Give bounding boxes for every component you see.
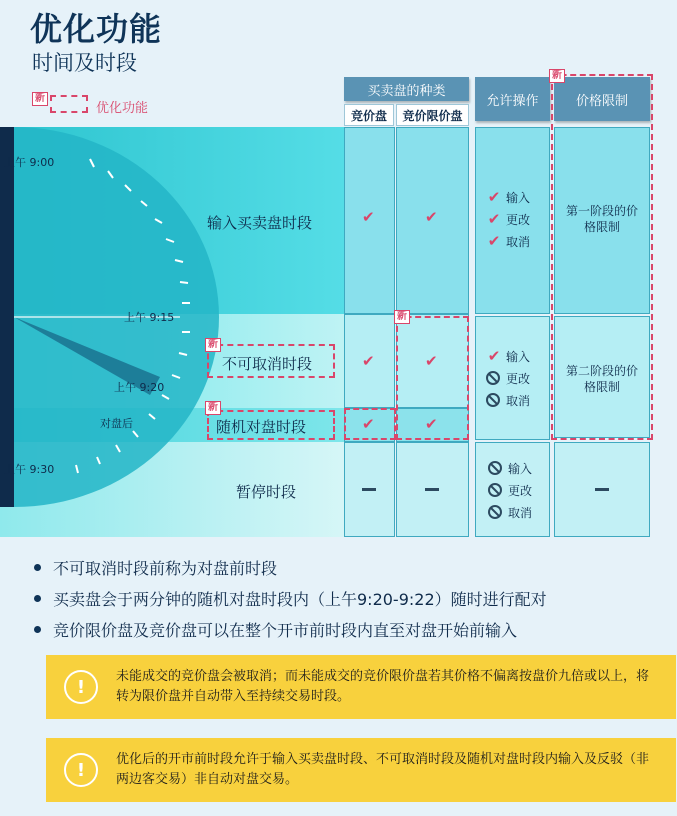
op-row: [486, 345, 530, 367]
row-label-pause: 暂停时段: [236, 483, 297, 501]
prohibited-icon: [488, 505, 502, 519]
op-label: 取消: [506, 393, 531, 408]
row-label-random: 随机对盘时段: [216, 418, 307, 436]
header-order-types: 买卖盘的种类: [344, 77, 469, 101]
row-label-input: 输入买卖盘时段: [207, 214, 313, 232]
header-price-limit: 价格限制: [554, 77, 650, 121]
new-badge: 新: [549, 69, 565, 83]
op-row: [488, 457, 532, 479]
op-row: [486, 208, 530, 230]
note-text: 优化后的开市前时段允许于输入买卖盘时段、不可取消时段及随机对盘时段内输入及反驳（非两边客交易）非自动对盘交易。: [116, 752, 650, 787]
op-label: 输入: [506, 190, 531, 205]
bullet-text: 不可取消时段前称为对盘前时段: [53, 559, 278, 578]
op-label: 输入: [506, 349, 531, 364]
clock-label-0920: 上午 9:20: [114, 381, 165, 394]
clock-label-after-match: 对盘后: [100, 417, 133, 430]
header-at-auction: 竞价盘: [344, 104, 394, 126]
check-icon: ✔: [362, 352, 375, 370]
op-label: 更改: [508, 483, 533, 498]
dash-icon: [595, 488, 609, 491]
prohibited-icon: [488, 461, 502, 475]
page-title: 优化功能: [30, 10, 163, 48]
row-label-no-cancel: 不可取消时段: [222, 355, 313, 373]
check-icon: ✔: [425, 352, 438, 370]
new-badge: 新: [32, 92, 48, 106]
dash-icon: [425, 488, 439, 491]
op-label: 取消: [506, 234, 531, 249]
new-badge: 新: [394, 310, 410, 324]
note-box: [46, 738, 676, 802]
header-allowed-ops: 允许操作: [475, 77, 550, 121]
op-label: 更改: [506, 212, 531, 227]
bullet-item: [34, 556, 277, 579]
warning-icon: !: [64, 670, 98, 704]
op-row: [486, 367, 530, 389]
check-icon: ✔: [425, 415, 438, 433]
ops-list-input: [486, 186, 530, 252]
bullet-item: [34, 618, 517, 641]
prohibited-icon: [488, 483, 502, 497]
check-icon: ✔: [487, 210, 501, 228]
dash-icon: [362, 488, 376, 491]
prohibited-icon: [486, 393, 500, 407]
bullet-dot: [34, 626, 41, 633]
ops-list-pause: [488, 457, 532, 523]
op-label: 输入: [508, 461, 533, 476]
new-badge: 新: [205, 401, 221, 415]
warning-icon: !: [64, 753, 98, 787]
note-text: 未能成交的竞价盘会被取消；而未能成交的竞价限价盘若其价格不偏离按盘价九倍或以上，将转为限价盘并自动带入至持续交易时段。: [116, 669, 650, 704]
clock-label-0930: 上午 9:30: [4, 463, 55, 476]
bullet-dot: [34, 564, 41, 571]
op-row: [486, 389, 530, 411]
op-row: [488, 479, 532, 501]
check-icon: ✔: [425, 208, 438, 226]
check-icon: ✔: [487, 232, 501, 250]
clock-label-0900: 上午 9:00: [4, 156, 55, 169]
note-box: [46, 655, 676, 719]
bullet-text: 竞价限价盘及竞价盘可以在整个开市前时段内直至对盘开始前输入: [53, 621, 518, 640]
op-label: 更改: [506, 371, 531, 386]
clock-bar: [0, 127, 14, 507]
op-row: [486, 230, 530, 252]
clock-label-0915: 上午 9:15: [124, 311, 175, 324]
bullet-text: 买卖盘会于两分钟的随机对盘时段内（上午9:20-9:22）随时进行配对: [53, 590, 547, 609]
op-row: [486, 186, 530, 208]
page-subtitle: 时间及时段: [32, 51, 137, 75]
clock-face: [0, 127, 230, 517]
op-row: [488, 501, 532, 523]
op-label: 取消: [508, 505, 533, 520]
header-at-auction-limit: 竞价限价盘: [396, 104, 469, 126]
legend-label: 优化功能: [96, 101, 149, 116]
ops-list-no-cancel: [486, 345, 530, 411]
prohibited-icon: [486, 371, 500, 385]
new-badge: 新: [205, 338, 221, 352]
check-icon: ✔: [362, 208, 375, 226]
check-icon: ✔: [362, 415, 375, 433]
price-limit-stage1: 第一阶段的价格限制: [565, 204, 638, 234]
bullet-dot: [34, 595, 41, 602]
check-icon: ✔: [487, 188, 501, 206]
price-limit-stage2: 第二阶段的价格限制: [565, 364, 638, 394]
legend-dashed-box: [50, 95, 88, 113]
check-icon: ✔: [487, 347, 501, 365]
bullet-item: [34, 587, 547, 610]
